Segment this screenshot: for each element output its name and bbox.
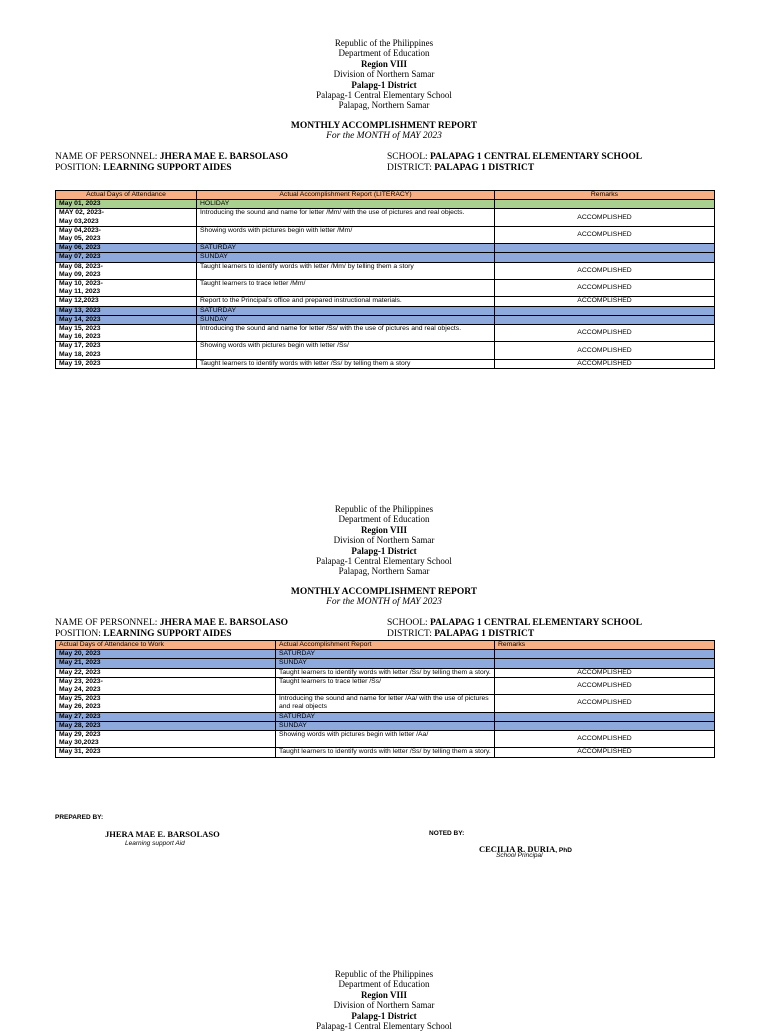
header-line-2: Department of Education — [338, 48, 430, 59]
attendance-date: May 14, 2023 — [56, 315, 197, 324]
accomplishment-text: Taught learners to trace letter /Mm/ — [197, 280, 495, 297]
accomplishment-text: Introducing the sound and name for letter /Mm/ with the use of pictures and real objects. — [197, 209, 495, 226]
header-line-1: Republic of the Philippines — [334, 38, 434, 48]
accomplishment-text: Taught learners to identify words with letter /Ss/ by telling them a story — [197, 359, 495, 368]
header-line-4: Division of Northern Samar — [333, 535, 435, 546]
accomplishment-text: SATURDAY — [197, 244, 495, 253]
attendance-date: May 31, 2023 — [56, 748, 276, 757]
remarks-cell: ACCOMPLISHED — [495, 209, 715, 226]
accomplishment-text: HOLIDAY — [197, 200, 495, 209]
header-line-3: Region VIII — [360, 58, 408, 69]
header-line-7: Palapag, Northern Samar — [338, 566, 430, 577]
noted-by-label: NOTED BY: — [429, 830, 465, 837]
accomplishment-text: Report to the Principal's office and prepared instructional materials. — [197, 297, 495, 306]
header-line-6: Palapag-1 Central Elementary School — [316, 1021, 452, 1031]
header-line-4: Division of Northern Samar — [333, 69, 435, 80]
personnel-position — [55, 629, 232, 640]
column-header: Remarks — [495, 191, 715, 200]
table-row — [56, 748, 715, 757]
personnel-school — [387, 618, 642, 629]
remarks-cell: ACCOMPLISHED — [495, 325, 715, 342]
attendance-date: May 22, 2023 — [56, 668, 276, 677]
header-line-5: Palapg-1 District — [351, 545, 417, 556]
column-header: Actual Accomplishment Report — [276, 641, 495, 650]
attendance-date: May 23, 2023- May 24, 2023 — [56, 677, 276, 694]
accomplishment-text: Taught learners to identify words with letter /Mm/ by telling them a story — [197, 262, 495, 279]
report-title: MONTHLY ACCOMPLISHMENT REPORT — [290, 121, 478, 131]
name-value: JHERA MAE E. BARSOLASO — [159, 152, 289, 162]
accomplishment-text: SUNDAY — [276, 721, 495, 730]
attendance-date: May 28, 2023 — [56, 721, 276, 730]
remarks-cell: ACCOMPLISHED — [495, 262, 715, 279]
attendance-date: May 20, 2023 — [56, 650, 276, 659]
header-line-1: Republic of the Philippines — [334, 969, 434, 979]
accomplishment-text: SATURDAY — [276, 712, 495, 721]
header-line-2: Department of Education — [338, 514, 430, 525]
accomplishment-text: Introducing the sound and name for letter /Aa/ with the use of pictures and real objects — [276, 695, 495, 712]
remarks-cell — [495, 650, 715, 659]
attendance-date: May 08, 2023- May 09, 2023 — [56, 262, 197, 279]
school-label: SCHOOL: — [387, 152, 428, 162]
letterhead-page-3 — [0, 969, 768, 1031]
accomplishment-text: SATURDAY — [276, 650, 495, 659]
position-value: LEARNING SUPPORT AIDES — [103, 163, 232, 173]
attendance-date: May 12,2023 — [56, 297, 197, 306]
attendance-date: May 06, 2023 — [56, 244, 197, 253]
remarks-cell: ACCOMPLISHED — [495, 668, 715, 677]
remarks-cell — [495, 659, 715, 668]
accomplishment-text: Taught learners to identify words with letter /Ss/ by telling them a story. — [276, 668, 495, 677]
remarks-cell — [495, 712, 715, 721]
report-subtitle: For the MONTH of MAY 2023 — [326, 131, 442, 141]
column-header: Actual Days of Attendance — [56, 191, 197, 200]
column-header: Actual Accomplishment Report (LITERACY) — [197, 191, 495, 200]
header-line-3: Region VIII — [360, 524, 408, 535]
table-row — [56, 695, 715, 712]
position-value: LEARNING SUPPORT AIDES — [103, 629, 232, 639]
header-line-6: Palapag-1 Central Elementary School — [316, 90, 452, 101]
table-row — [56, 650, 715, 659]
table-row — [56, 712, 715, 721]
accomplishment-text: Showing words with pictures begin with letter /Aa/ — [276, 731, 495, 748]
attendance-date: MAY 02, 2023- May 03,2023 — [56, 209, 197, 226]
remarks-cell: ACCOMPLISHED — [495, 731, 715, 748]
position-label: POSITION: — [55, 163, 101, 173]
attendance-date: May 21, 2023 — [56, 659, 276, 668]
school-value: PALAPAG 1 CENTRAL ELEMENTARY SCHOOL — [430, 618, 643, 628]
header-line-5: Palapg-1 District — [351, 79, 417, 90]
district-value: PALAPAG 1 DISTRICT — [434, 629, 535, 639]
accomplishment-text: Taught learners to trace letter /Ss/ — [276, 677, 495, 694]
table-header-row — [56, 641, 715, 650]
remarks-cell: ACCOMPLISHED — [495, 342, 715, 359]
column-header: Actual Days of Attendance to Work — [56, 641, 276, 650]
header-line-6: Palapag-1 Central Elementary School — [316, 556, 452, 567]
district-label: DISTRICT: — [387, 163, 432, 173]
school-label: SCHOOL: — [387, 618, 428, 628]
attendance-date: May 07, 2023 — [56, 253, 197, 262]
accomplishment-text: SUNDAY — [197, 253, 495, 262]
header-line-5: Palapg-1 District — [351, 1010, 417, 1021]
accomplishment-text: SUNDAY — [276, 659, 495, 668]
prepared-by-label: PREPARED BY: — [55, 814, 104, 821]
attendance-date: May 04,2023- May 05, 2023 — [56, 226, 197, 243]
remarks-cell: ACCOMPLISHED — [495, 748, 715, 757]
header-line-4: Division of Northern Samar — [333, 1000, 435, 1011]
header-line-2: Department of Education — [338, 979, 430, 990]
noter-suffix: , PhD — [555, 847, 572, 854]
table-row — [56, 677, 715, 694]
remarks-cell: ACCOMPLISHED — [495, 677, 715, 694]
attendance-date: May 01, 2023 — [56, 200, 197, 209]
attendance-date: May 10, 2023- May 11, 2023 — [56, 280, 197, 297]
name-value: JHERA MAE E. BARSOLASO — [159, 618, 289, 628]
header-line-1: Republic of the Philippines — [334, 504, 434, 514]
accomplishment-text: SATURDAY — [197, 306, 495, 315]
report-subtitle: For the MONTH of MAY 2023 — [326, 597, 442, 607]
remarks-cell: ACCOMPLISHED — [495, 359, 715, 368]
attendance-date: May 29, 2023 May 30,2023 — [56, 731, 276, 748]
position-label: POSITION: — [55, 629, 101, 639]
name-label: NAME OF PERSONNEL: — [55, 618, 158, 628]
attendance-date: May 15, 2023 May 16, 2023 — [56, 325, 197, 342]
preparer-role: Learning support Aid — [125, 840, 185, 847]
personnel-name — [55, 618, 288, 629]
table-row — [56, 668, 715, 677]
attendance-date: May 17, 2023 May 18, 2023 — [56, 342, 197, 359]
attendance-date: May 13, 2023 — [56, 306, 197, 315]
personnel-district — [387, 629, 534, 640]
accomplishment-text: Taught learners to identify words with letter /Ss/ by telling them a story. — [276, 748, 495, 757]
accomplishment-text: Introducing the sound and name for letter /Ss/ with the use of pictures and real objects. — [197, 325, 495, 342]
accomplishment-text: Showing words with pictures begin with letter /Ss/ — [197, 342, 495, 359]
noter-role: School Principal — [496, 852, 543, 859]
remarks-cell: ACCOMPLISHED — [495, 280, 715, 297]
attendance-date: May 19, 2023 — [56, 359, 197, 368]
table-row — [56, 721, 715, 730]
preparer-name: JHERA MAE E. BARSOLASO — [105, 829, 220, 839]
letterhead — [0, 504, 768, 577]
accomplishment-text: Showing words with pictures begin with letter /Mm/ — [197, 226, 495, 243]
attendance-date: May 27, 2023 — [56, 712, 276, 721]
header-line-3: Region VIII — [360, 989, 408, 1000]
remarks-cell: ACCOMPLISHED — [495, 226, 715, 243]
column-header: Remarks — [495, 641, 715, 650]
table-row — [56, 659, 715, 668]
accomplishment-text: SUNDAY — [197, 315, 495, 324]
header-line-7: Palapag, Northern Samar — [338, 100, 430, 111]
remarks-cell — [495, 721, 715, 730]
accomplishment-table-2 — [55, 640, 715, 758]
district-value: PALAPAG 1 DISTRICT — [434, 163, 535, 173]
school-value: PALAPAG 1 CENTRAL ELEMENTARY SCHOOL — [430, 152, 643, 162]
noter-name: CECILIA R. DURIA — [479, 844, 556, 854]
attendance-date: May 25, 2023 May 26, 2023 — [56, 695, 276, 712]
report-title: MONTHLY ACCOMPLISHMENT REPORT — [290, 587, 478, 597]
district-label: DISTRICT: — [387, 629, 432, 639]
remarks-cell: ACCOMPLISHED — [495, 297, 715, 306]
table-row — [56, 731, 715, 748]
name-label: NAME OF PERSONNEL: — [55, 152, 158, 162]
remarks-cell: ACCOMPLISHED — [495, 695, 715, 712]
